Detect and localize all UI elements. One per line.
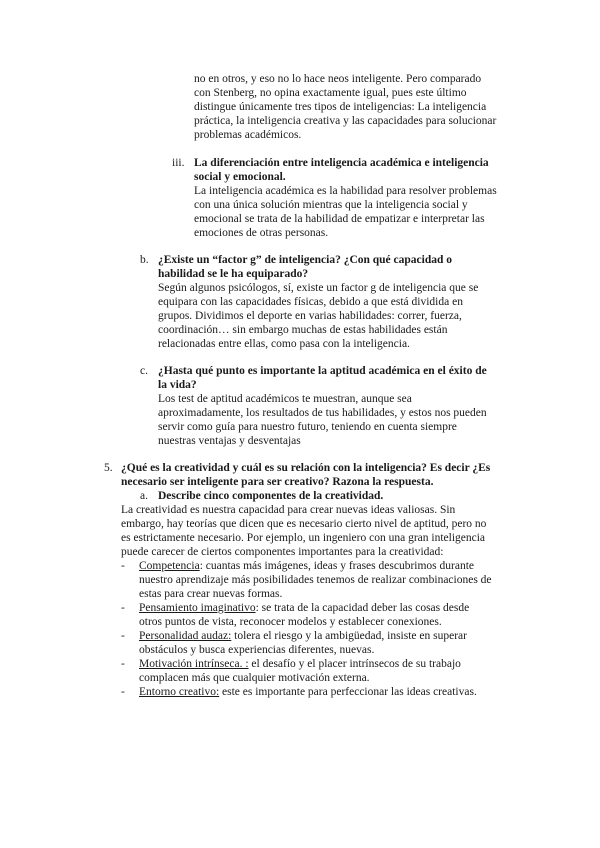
creativity-intro — [121, 503, 486, 559]
paragraph-line: con una única solución mientras que la inteligencia social y — [194, 199, 468, 211]
component-term: Entorno creativo: — [139, 686, 220, 698]
list-marker-a: a. — [140, 490, 148, 502]
paragraph-line: problemas académicos. — [194, 129, 302, 141]
component-text: : cuantas más imágenes, ideas y frases descubrimos durante — [199, 560, 475, 572]
paragraph-line: La inteligencia académica es la habilidad para resolver problemas — [194, 185, 497, 197]
question-5-title-line: ¿Qué es la creatividad y cuál es su relación con la inteligencia? Es decir ¿Es — [121, 462, 491, 474]
component-text: este es importante para perfeccionar las ideas creativas. — [219, 686, 477, 698]
list-marker-5: 5. — [104, 462, 113, 474]
component-motivacion — [139, 657, 461, 685]
item-c — [158, 364, 487, 448]
item-c-title-line: la vida? — [158, 379, 197, 391]
component-text: tolera el riesgo y la ambigüedad, insiste en superar — [231, 630, 467, 642]
item-b — [158, 253, 478, 351]
component-term: Personalidad audaz: — [139, 630, 232, 642]
paragraph-line: nuestras ventajas y desventajas — [158, 435, 301, 447]
paragraph-line: grupos. Dividimos el deporte en varias habilidades: correr, fuerza, — [158, 310, 462, 322]
paragraph-line: Los test de aptitud académicos te muestran, aunque sea — [158, 393, 412, 405]
paragraph-line: otros puntos de vista, reconocer modelos y establecer conexiones. — [139, 616, 442, 628]
component-competencia — [139, 559, 492, 601]
dash-bullet: - — [121, 658, 125, 670]
paragraph-line: distingue únicamente tres tipos de inteligencias: La inteligencia — [194, 101, 487, 113]
paragraph-line: estas para crear nuevas formas. — [139, 588, 283, 600]
sub-question-a-title: Describe cinco componentes de la creatividad. — [158, 490, 384, 502]
item-c-title-line: ¿Hasta qué punto es importante la aptitud académica en el éxito de — [158, 365, 487, 377]
continuation-paragraph — [194, 72, 496, 142]
paragraph-line: nuestro aprendizaje más posibilidades tenemos de realizar combinaciones de — [139, 574, 492, 586]
item-b-title-line: habilidad se le ha equiparado? — [158, 268, 309, 280]
question-5-title — [121, 461, 490, 489]
item-iii-title-line: La diferenciación entre inteligencia académica e inteligencia — [194, 157, 489, 169]
list-marker-b: b. — [140, 254, 149, 266]
component-pensamiento — [139, 601, 469, 629]
paragraph-line: aproximadamente, los resultados de tus habilidades, y estos nos pueden — [158, 407, 487, 419]
dash-bullet: - — [121, 560, 125, 572]
component-entorno — [139, 685, 477, 699]
component-term: Competencia — [139, 560, 200, 572]
paragraph-line: coordinación… sin embargo muchas de estas habilidades están — [158, 324, 448, 336]
dash-bullet: - — [121, 686, 125, 698]
component-text: el desafío y el placer intrínsecos de su trabajo — [248, 658, 461, 670]
list-marker-iii: iii. — [172, 157, 185, 169]
component-term: Motivación intrínseca. : — [139, 658, 249, 670]
component-personalidad — [139, 629, 467, 657]
paragraph-line: embargo, hay teorías que dicen que es necesario cierto nivel de aptitud, pero no — [121, 518, 487, 530]
question-5-title-line: necesario ser inteligente para ser creativo? Razona la respuesta. — [121, 476, 434, 488]
paragraph-line: servir como guía para nuestro futuro, teniendo en cuenta siempre — [158, 421, 457, 433]
paragraph-line: La creatividad es nuestra capacidad para crear nuevas ideas valiosas. Sin — [121, 504, 456, 516]
paragraph-line: Según algunos psicólogos, sí, existe un factor g de inteligencia que se — [158, 282, 479, 294]
dash-bullet: - — [121, 602, 125, 614]
item-iii-title-line: social y emocional. — [194, 171, 286, 183]
paragraph-line: obstáculos y busca experiencias diferentes, nuevas. — [139, 644, 375, 656]
dash-bullet: - — [121, 630, 125, 642]
paragraph-line: puede carecer de ciertos componentes importantes para la creatividad: — [121, 546, 444, 558]
paragraph-line: relacionadas entre ellas, como pasa con la inteligencia. — [158, 338, 410, 350]
paragraph-line: no en otros, y eso no lo hace neos inteligente. Pero comparado — [194, 73, 482, 85]
paragraph-line: equipara con las capacidades físicas, debido a que está dividida en — [158, 296, 463, 308]
paragraph-line: emocional se trata de la habilidad de empatizar e interpretar las — [194, 213, 485, 225]
paragraph-line: complacen más que cualquier motivación externa. — [139, 672, 370, 684]
item-iii — [194, 156, 497, 240]
paragraph-line: es estrictamente necesario. Por ejemplo, un ingeniero con una gran inteligencia — [121, 532, 486, 544]
component-text: : se trata de la capacidad deber las cosas desde — [255, 602, 470, 614]
component-term: Pensamiento imaginativo — [139, 602, 256, 614]
list-marker-c: c. — [140, 365, 148, 377]
paragraph-line: emociones de otras personas. — [194, 227, 329, 239]
paragraph-line: práctica, la inteligencia creativa y las capacidades para solucionar — [194, 115, 497, 127]
item-b-title-line: ¿Existe un “factor g” de inteligencia? ¿Con qué capacidad o — [158, 254, 453, 266]
paragraph-line: con Stenberg, no opina exactamente igual, pues este último — [194, 87, 467, 99]
